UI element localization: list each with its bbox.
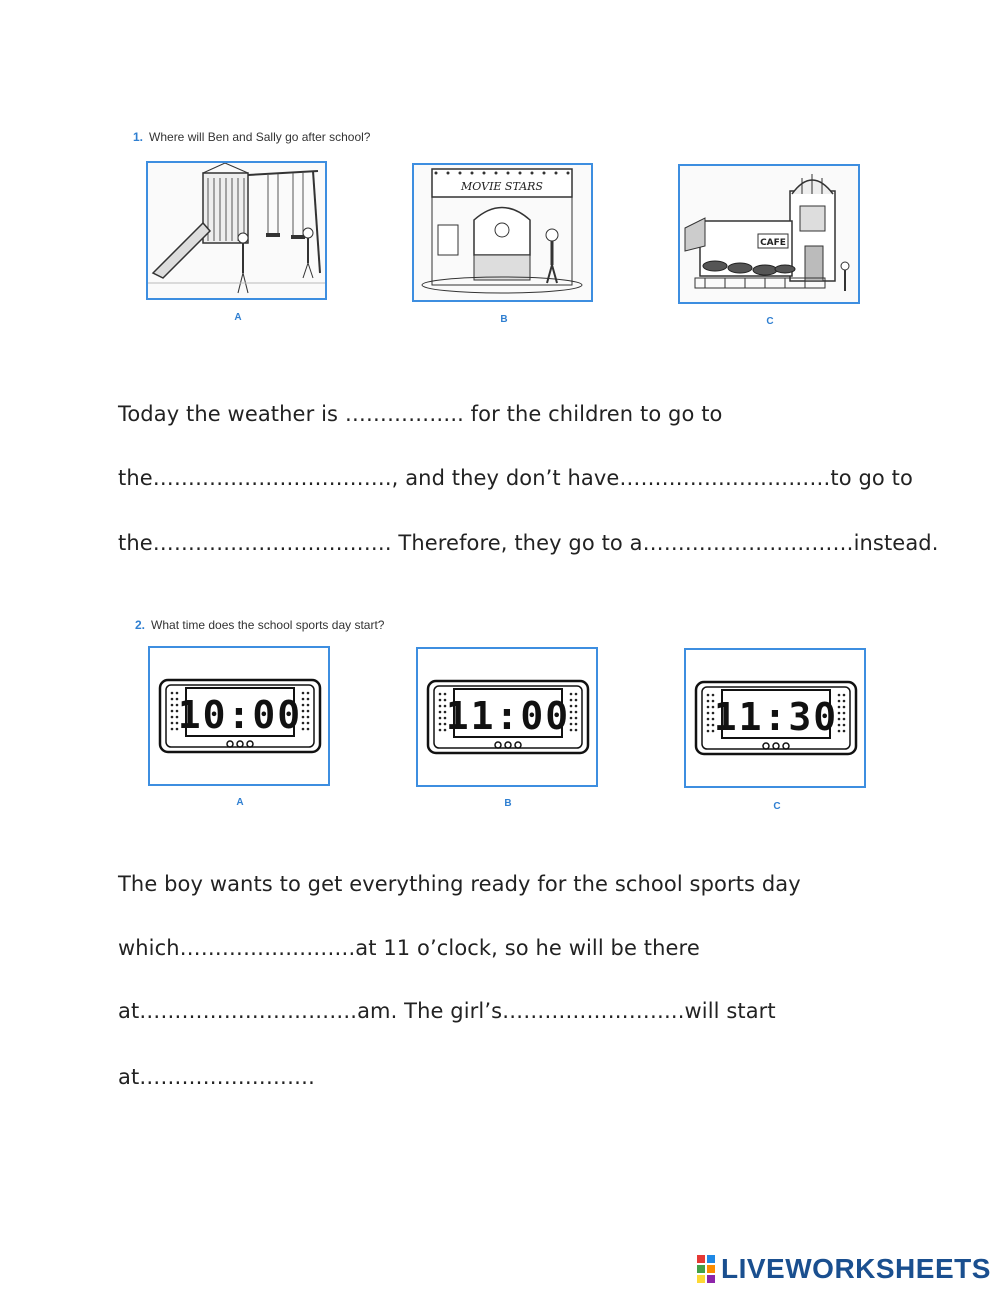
- picture-a-label: A: [234, 312, 242, 323]
- picture-a-playground: [146, 161, 327, 300]
- q1-line-3: the……………………………. Therefore, they go to a…………………………instead.: [118, 531, 939, 555]
- movie-sign: MOVIE STARS: [461, 180, 543, 193]
- q2-line-4: at…………………….: [118, 1065, 315, 1089]
- clock-c-label: C: [773, 801, 781, 812]
- cafe-sign: CAFE: [760, 238, 786, 248]
- clock-a-box: [148, 646, 330, 786]
- picture-b-label: B: [500, 314, 508, 325]
- question-2-title: [135, 618, 384, 632]
- clock-a-time: 10:00: [177, 693, 303, 737]
- digital-clock-icon: [686, 650, 864, 786]
- playground-icon: [148, 163, 325, 298]
- question-text: Where will Ben and Sally go after school?: [149, 130, 371, 144]
- picture-c-cafe: [678, 164, 860, 304]
- clock-c-box: [684, 648, 866, 788]
- picture-b-cinema: [412, 163, 593, 302]
- q1-line-2: the……………………………., and they don’t have…………………………to go to: [118, 466, 913, 490]
- clock-c-time: 11:30: [713, 695, 839, 739]
- clock-b-box: [416, 647, 598, 787]
- digital-clock-icon: [150, 648, 328, 784]
- cafe-icon: [680, 166, 858, 302]
- q2-line-3: at………………………….am. The girl’s……………………..will start: [118, 999, 776, 1023]
- digital-clock-icon: [418, 649, 596, 785]
- question-number: 2.: [135, 618, 146, 632]
- q2-line-2: which…………………….at 11 o’clock, so he will be there: [118, 936, 700, 960]
- logo-blocks-icon: [697, 1255, 721, 1283]
- picture-c-label: C: [766, 316, 774, 327]
- clock-b-time: 11:00: [445, 694, 571, 738]
- question-1-title: [133, 130, 370, 144]
- cinema-icon: [414, 165, 591, 300]
- logo-text: LIVEWORKSHEETS: [721, 1253, 991, 1284]
- clock-b-label: B: [504, 798, 512, 809]
- q1-line-1: Today the weather is …………….. for the children to go to: [118, 402, 723, 426]
- question-number: 1.: [133, 130, 144, 144]
- clock-a-label: A: [236, 797, 244, 808]
- q2-line-1: The boy wants to get everything ready for the school sports day: [118, 872, 801, 896]
- liveworksheets-logo[interactable]: [697, 1253, 991, 1285]
- question-text: What time does the school sports day start?: [151, 618, 385, 632]
